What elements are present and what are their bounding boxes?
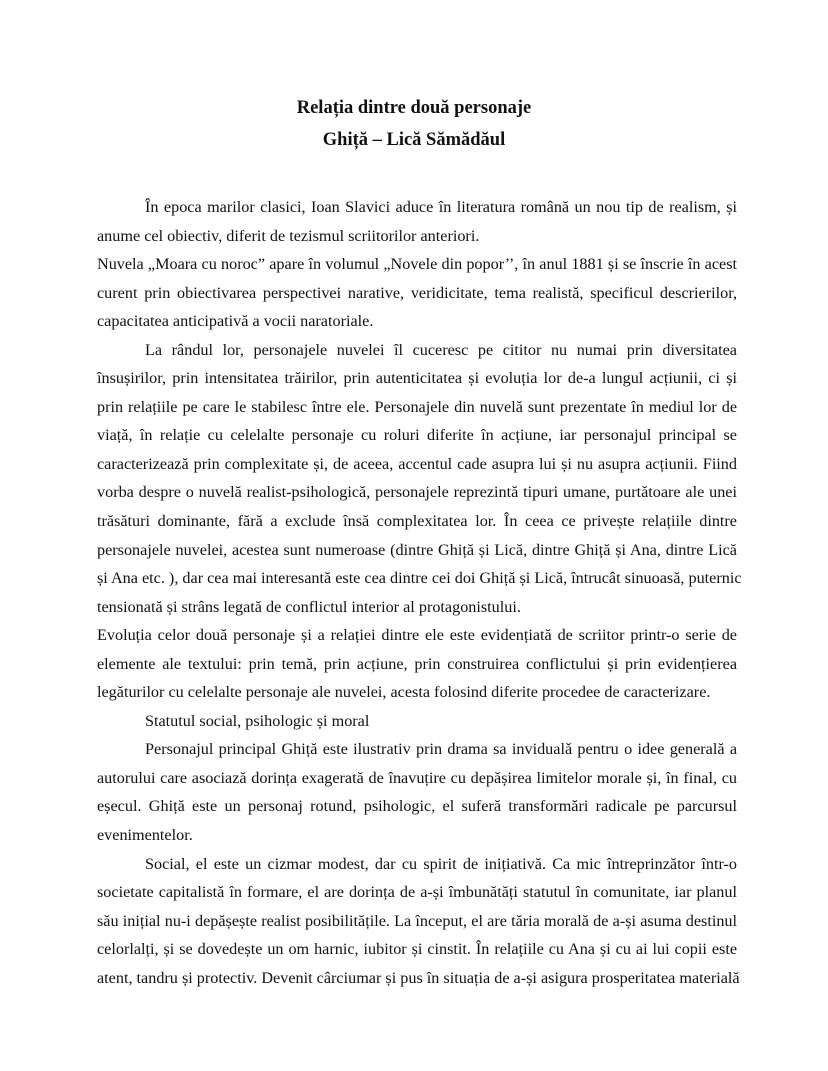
document-body [97, 193, 742, 992]
text-line: Nuvela „Moara cu noroc” apare în volumul „Novele din popor’’, în anul 1881 și se înscrie în acest [97, 255, 737, 274]
text-line: vorba despre o nuvelă realist-psihologică, personajele reprezintă tipuri umane, purtătoare ale unei [97, 483, 737, 502]
text-line: capacitatea anticipativă a vocii naratoriale. [97, 312, 374, 331]
text-line: atent, tandru și protectiv. Devenit cârciumar și pus în situația de a-și asigura prosperitatea materială [97, 968, 740, 987]
text-line: societate capitalistă în formare, el are dorința de a-și îmbunătăți statutul în comunitate, iar planul [97, 883, 737, 902]
paragraph [97, 250, 737, 336]
text-line: autorului care asociază dorința exagerată de înavuțire cu depășirea limitelor morale și, în final, cu [97, 768, 737, 787]
document-title: Relația dintre două personaje [296, 98, 532, 118]
text-line: personajele nuvelei, acestea sunt numeroase (dintre Ghiță și Lică, dintre Ghiță și Ana, dintre Lică [97, 540, 737, 559]
text-line: trăsături dominante, fără a exclude însă complexitatea lor. În ceea ce privește relațiile dintre [97, 512, 737, 531]
text-line: Social, el este un cizmar modest, dar cu spirit de inițiativă. Ca mic întreprinzător într-o [145, 854, 737, 873]
text-line: viață, în relație cu celelalte personaje cu roluri diferite în acțiune, iar personajul principal se [97, 426, 737, 445]
text-line: La rândul lor, personajele nuvelei îl cuceresc pe cititor nu numai prin diversitatea [145, 340, 737, 359]
text-line: tensionată și strâns legată de conflictul interior al protagonistului. [97, 597, 521, 616]
text-line: În epoca marilor clasici, Ioan Slavici aduce în literatura română un nou tip de realism, și [145, 198, 737, 216]
text-line: curent prin obiectivarea perspectivei narative, veridicitate, tema realistă, specificul descrierilor, [97, 283, 737, 302]
paragraph [97, 336, 742, 621]
text-line: eșecul. Ghiță este un personaj rotund, psihologic, el suferă transformări radicale pe parcursul [97, 797, 737, 816]
text-line: Personajul principal Ghiță este ilustrativ prin drama sa invidualǎ pentru o idee generală a [145, 740, 737, 759]
document-subtitle: Ghiță – Lică Sămădăul [322, 130, 506, 150]
text-line: său inițial nu-i depășește realist posibilitățile. La început, el are tăria morală de a-și asuma destinul [97, 911, 737, 930]
text-line: prin relațiile pe care le stabilesc între ele. Personajele din nuvelă sunt prezentate în mediul lor de [97, 397, 737, 416]
paragraph [97, 621, 737, 707]
text-line: însușirilor, prin intensitatea trăirilor, prin autenticitatea și evoluția lor de-a lungul acțiunii, ci și [97, 369, 737, 388]
text-line: caracterizează prin complexitate și, de aceea, accentul cade asupra lui și nu asupra acțiunii. Fiind [97, 454, 737, 473]
paragraph [97, 735, 737, 849]
paragraph [97, 850, 740, 993]
text-line: elemente ale textului: prin temă, prin acțiune, prin construirea conflictului și prin evidențierea [97, 654, 737, 673]
text-line: legăturilor cu celelalte personaje ale nuvelei, acesta folosind diferite procedee de caracterizare. [97, 683, 711, 702]
text-line: anume cel obiectiv, diferit de tezismul scriitorilor anteriori. [97, 226, 480, 245]
text-line: evenimentelor. [97, 826, 193, 845]
paragraph [97, 707, 737, 736]
text-line: Statutul social, psihologic și moral [145, 711, 370, 730]
text-line: celorlalți, și se dovedește un om harnic, iubitor și cinstit. În relațiile cu Ana și cu ai lui copii este [97, 940, 737, 959]
paragraph [97, 193, 737, 250]
text-line: și Ana etc. ), dar cea mai interesantă este cea dintre cei doi Ghiță și Lică, întrucât sinuoasă, puternic [97, 569, 742, 588]
text-line: Evoluția celor două personaje și a relației dintre ele este evidențiată de scriitor printr-o serie de [97, 626, 737, 645]
